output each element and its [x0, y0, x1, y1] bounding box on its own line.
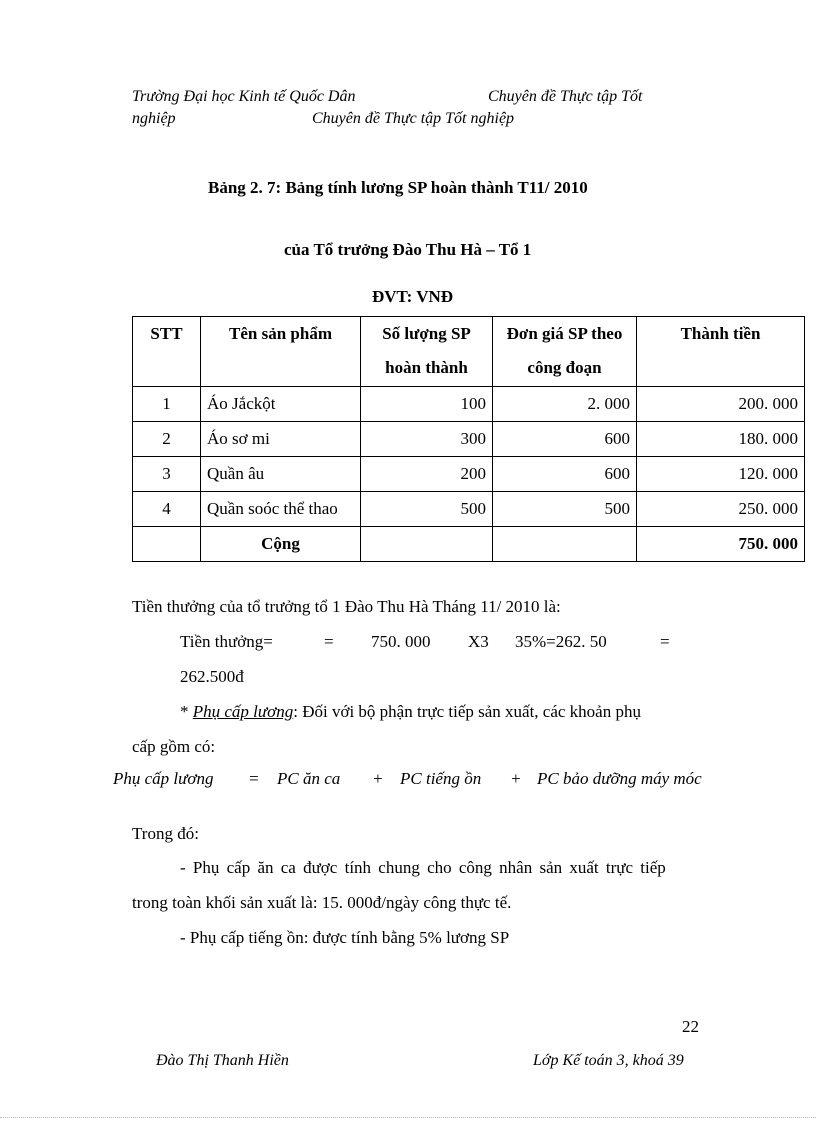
col-unit-price — [493, 317, 637, 387]
table-header-row — [133, 317, 805, 387]
col-unit-price-line1: Đơn giá SP theo — [506, 324, 623, 343]
cell-stt: 4 — [133, 492, 201, 527]
footer-author: Đào Thị Thanh Hiền — [156, 1052, 289, 1069]
col-product-name: Tên sản phẩm — [201, 317, 361, 387]
cell-product-name: Áo sơ mi — [201, 422, 361, 457]
cell-product-name: Quần âu — [201, 457, 361, 492]
cell-empty — [361, 527, 493, 562]
col-unit-price-line2: công đoạn — [527, 358, 602, 377]
col-total: Thành tiền — [637, 317, 805, 387]
item-2: - Phụ cấp tiếng ồn: được tính bằng 5% lương SP — [180, 928, 510, 947]
formula-result: 262.500đ — [180, 667, 244, 686]
table-title: Bảng 2. 7: Bảng tính lương SP hoàn thành T11/ 2010 — [208, 178, 588, 197]
topic-title: Chuyên đề Thực tập Tốt — [488, 88, 643, 105]
equation-equals: = — [248, 769, 260, 788]
equation-plus-1: + — [372, 769, 384, 788]
cell-empty — [133, 527, 201, 562]
equation-term-2: PC tiếng ồn — [400, 769, 482, 788]
equation-lhs: Phụ cấp lương — [113, 769, 214, 788]
formula-value: 750. 000 — [371, 632, 431, 651]
formula-equals: = — [324, 632, 334, 651]
trong-do-label: Trong đó: — [132, 824, 199, 843]
cell-quantity: 300 — [361, 422, 493, 457]
table-row — [133, 422, 805, 457]
allowance-term: Phụ cấp lương — [192, 702, 294, 721]
equation-plus-2: + — [510, 769, 522, 788]
allowance-description: : Đối với bộ phận trực tiếp sản xuất, các khoản phụ — [293, 702, 641, 721]
allowance-continued: cấp gồm có: — [132, 737, 216, 756]
cell-unit-price: 600 — [493, 457, 637, 492]
col-quantity-line1: Số lượng SP — [382, 324, 471, 343]
cell-unit-price: 600 — [493, 422, 637, 457]
cell-stt: 2 — [133, 422, 201, 457]
bonus-intro: Tiền thưởng của tổ trưởng tổ 1 Đào Thu Hà Tháng 11/ 2010 là: — [132, 597, 561, 616]
page-bottom-divider — [0, 1117, 816, 1118]
table-row — [133, 387, 805, 422]
topic-title-repeat: Chuyên đề Thực tập Tốt nghiệp — [312, 110, 515, 127]
school-name: Trường Đại học Kinh tế Quốc Dân — [132, 88, 356, 105]
page-number: 22 — [682, 1017, 699, 1036]
footer-class: Lớp Kế toán 3, khoá 39 — [533, 1052, 684, 1069]
cell-stt: 3 — [133, 457, 201, 492]
cell-empty — [493, 527, 637, 562]
formula-percent: 35%=262. 50 — [515, 632, 607, 651]
cell-product-name: Áo Jắckột — [201, 387, 361, 422]
cell-quantity: 100 — [361, 387, 493, 422]
item-1-line-2: trong toàn khối sản xuất là: 15. 000đ/ngày công thực tế. — [132, 893, 512, 912]
cell-total: 250. 000 — [637, 492, 805, 527]
cell-total: 200. 000 — [637, 387, 805, 422]
cell-unit-price: 500 — [493, 492, 637, 527]
unit-label: ĐVT: VNĐ — [372, 287, 454, 306]
formula-label: Tiền thưởng= — [180, 632, 273, 651]
item-1-line-1: - Phụ cấp ăn ca được tính chung cho công nhân sản xuất trực tiếp — [180, 858, 666, 877]
col-stt: STT — [133, 317, 201, 387]
formula-multiplier: X3 — [468, 632, 489, 651]
allowance-paragraph — [180, 702, 641, 722]
allowance-bullet: * — [180, 702, 193, 721]
equation-term-1: PC ăn ca — [277, 769, 341, 788]
table-sum-row — [133, 527, 805, 562]
equation-term-3: PC bảo dưỡng máy móc — [537, 769, 702, 788]
col-quantity — [361, 317, 493, 387]
cell-stt: 1 — [133, 387, 201, 422]
cell-total: 120. 000 — [637, 457, 805, 492]
table-subtitle: của Tổ trưởng Đào Thu Hà – Tổ 1 — [284, 240, 532, 259]
cell-product-name: Quần soóc thể thao — [201, 492, 361, 527]
cell-unit-price: 2. 000 — [493, 387, 637, 422]
table-row — [133, 492, 805, 527]
formula-equals-2: = — [660, 632, 670, 651]
col-quantity-line2: hoàn thành — [385, 358, 468, 377]
table-row — [133, 457, 805, 492]
cell-total: 180. 000 — [637, 422, 805, 457]
topic-title-continued: nghiệp — [132, 110, 176, 127]
cell-sum-label: Cộng — [201, 527, 361, 562]
salary-table — [132, 316, 805, 562]
cell-quantity: 200 — [361, 457, 493, 492]
cell-sum-total: 750. 000 — [637, 527, 805, 562]
cell-quantity: 500 — [361, 492, 493, 527]
